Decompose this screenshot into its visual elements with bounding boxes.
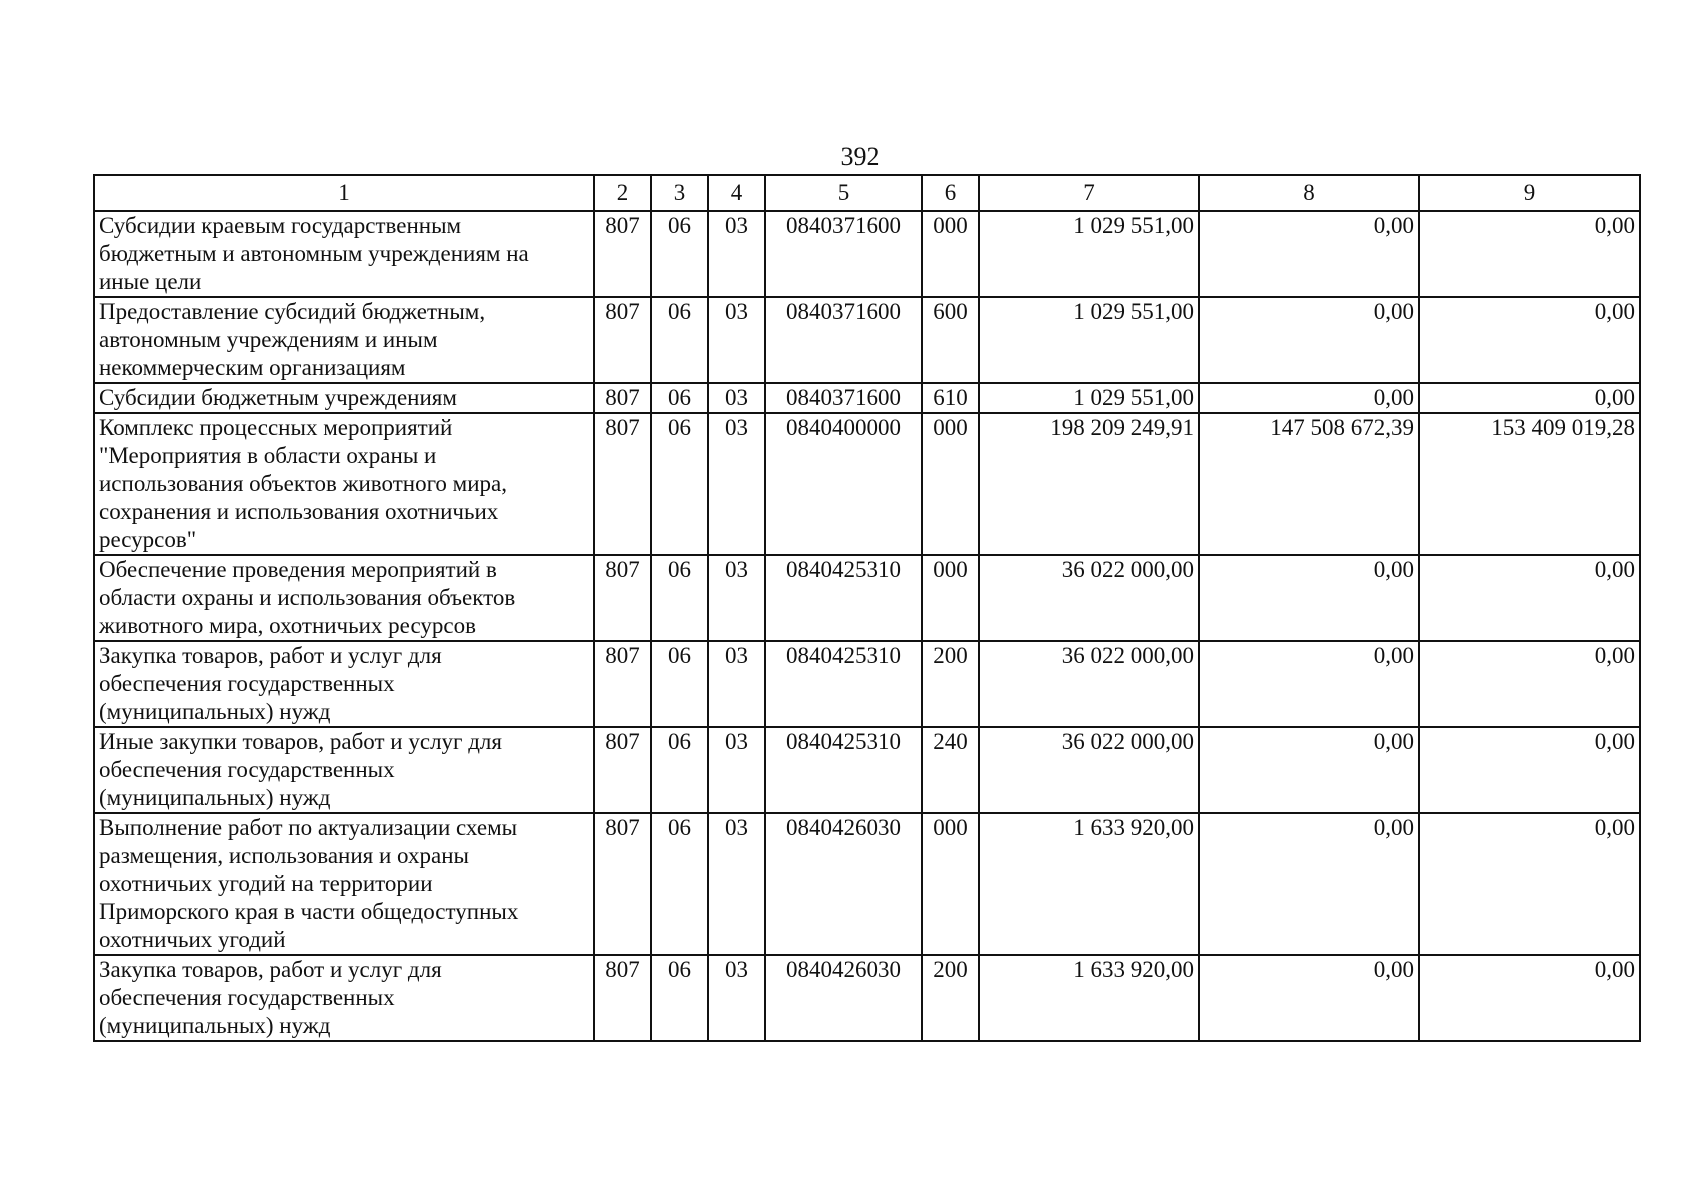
header-cell: 5	[765, 175, 922, 211]
code-cell-c4: 03	[708, 555, 765, 641]
code-cell-c3: 06	[651, 555, 708, 641]
table-row	[94, 383, 1640, 413]
row-name-line: Субсидии бюджетным учреждениям	[99, 385, 457, 410]
amount-cell-c7: 36 022 000,00	[979, 555, 1199, 641]
code-cell-c3: 06	[651, 297, 708, 383]
row-name-line: Закупка товаров, работ и услуг для	[99, 957, 442, 982]
code-cell-c2: 807	[594, 813, 651, 955]
amount-cell-c8: 0,00	[1199, 641, 1419, 727]
row-name-line: размещения, использования и охраны	[99, 843, 469, 868]
row-name-line: Предоставление субсидий бюджетным,	[99, 299, 486, 324]
code-cell-c6: 000	[922, 813, 979, 955]
header-cell: 1	[94, 175, 594, 211]
row-name-line: Закупка товаров, работ и услуг для	[99, 643, 442, 668]
code-cell-c5: 0840425310	[765, 727, 922, 813]
code-cell-c3: 06	[651, 813, 708, 955]
code-cell-c5: 0840426030	[765, 813, 922, 955]
amount-cell-c9: 153 409 019,28	[1419, 413, 1640, 555]
amount-cell-c8: 0,00	[1199, 555, 1419, 641]
amount-cell-c7: 36 022 000,00	[979, 727, 1199, 813]
row-name-line: Комплекс процессных мероприятий	[99, 415, 453, 440]
row-name-cell	[94, 727, 594, 813]
header-row	[94, 175, 1640, 211]
header-cell: 8	[1199, 175, 1419, 211]
amount-cell-c8: 0,00	[1199, 297, 1419, 383]
row-name-line: обеспечения государственных	[99, 985, 395, 1010]
code-cell-c6: 600	[922, 297, 979, 383]
code-cell-c2: 807	[594, 727, 651, 813]
table-row	[94, 955, 1640, 1041]
row-name-cell	[94, 555, 594, 641]
code-cell-c2: 807	[594, 413, 651, 555]
amount-cell-c9: 0,00	[1419, 211, 1640, 297]
row-name-line: (муниципальных) нужд	[99, 1013, 331, 1038]
code-cell-c4: 03	[708, 297, 765, 383]
row-name-line: бюджетным и автономным учреждениям на	[99, 241, 529, 266]
table-row	[94, 413, 1640, 555]
amount-cell-c7: 1 029 551,00	[979, 297, 1199, 383]
code-cell-c5: 0840400000	[765, 413, 922, 555]
row-name-line: некоммерческим организациям	[99, 355, 406, 380]
amount-cell-c7: 1 029 551,00	[979, 211, 1199, 297]
table-body	[94, 211, 1640, 1041]
code-cell-c2: 807	[594, 297, 651, 383]
row-name-line: сохранения и использования охотничьих	[99, 499, 499, 524]
row-name-line: использования объектов животного мира,	[99, 471, 508, 496]
amount-cell-c7: 36 022 000,00	[979, 641, 1199, 727]
code-cell-c6: 240	[922, 727, 979, 813]
code-cell-c6: 000	[922, 413, 979, 555]
amount-cell-c9: 0,00	[1419, 727, 1640, 813]
amount-cell-c8: 0,00	[1199, 727, 1419, 813]
code-cell-c5: 0840371600	[765, 297, 922, 383]
row-name-line: автономным учреждениям и иным	[99, 327, 438, 352]
code-cell-c3: 06	[651, 955, 708, 1041]
table-row	[94, 727, 1640, 813]
amount-cell-c7: 1 633 920,00	[979, 813, 1199, 955]
amount-cell-c9: 0,00	[1419, 297, 1640, 383]
row-name-line: охотничьих угодий	[99, 927, 286, 952]
row-name-line: животного мира, охотничьих ресурсов	[99, 613, 476, 638]
code-cell-c3: 06	[651, 413, 708, 555]
row-name-cell	[94, 641, 594, 727]
code-cell-c5: 0840425310	[765, 641, 922, 727]
amount-cell-c9: 0,00	[1419, 813, 1640, 955]
code-cell-c3: 06	[651, 211, 708, 297]
row-name-line: обеспечения государственных	[99, 757, 395, 782]
code-cell-c6: 200	[922, 641, 979, 727]
row-name-line: охотничьих угодий на территории	[99, 871, 433, 896]
row-name-cell	[94, 955, 594, 1041]
table-row	[94, 813, 1640, 955]
code-cell-c4: 03	[708, 641, 765, 727]
row-name-cell	[94, 413, 594, 555]
header-cell: 7	[979, 175, 1199, 211]
row-name-line: иные цели	[99, 269, 202, 294]
header-cell: 2	[594, 175, 651, 211]
amount-cell-c8: 0,00	[1199, 383, 1419, 413]
row-name-line: (муниципальных) нужд	[99, 785, 331, 810]
header-cell: 9	[1419, 175, 1640, 211]
row-name-cell	[94, 211, 594, 297]
amount-cell-c8: 0,00	[1199, 211, 1419, 297]
code-cell-c4: 03	[708, 383, 765, 413]
table-row	[94, 297, 1640, 383]
row-name-line: Субсидии краевым государственным	[99, 213, 462, 238]
amount-cell-c8: 0,00	[1199, 813, 1419, 955]
code-cell-c2: 807	[594, 211, 651, 297]
code-cell-c4: 03	[708, 413, 765, 555]
table-row	[94, 211, 1640, 297]
page-number: 392	[840, 142, 880, 171]
row-name-line: "Мероприятия в области охраны и	[99, 443, 437, 468]
code-cell-c6: 200	[922, 955, 979, 1041]
code-cell-c4: 03	[708, 211, 765, 297]
code-cell-c5: 0840371600	[765, 383, 922, 413]
amount-cell-c9: 0,00	[1419, 383, 1640, 413]
code-cell-c3: 06	[651, 383, 708, 413]
header-cell: 6	[922, 175, 979, 211]
amount-cell-c8: 0,00	[1199, 955, 1419, 1041]
table-row	[94, 641, 1640, 727]
row-name-line: обеспечения государственных	[99, 671, 395, 696]
budget-table	[93, 174, 1641, 1042]
row-name-line: (муниципальных) нужд	[99, 699, 331, 724]
row-name-line: области охраны и использования объектов	[99, 585, 516, 610]
amount-cell-c7: 1 633 920,00	[979, 955, 1199, 1041]
code-cell-c2: 807	[594, 555, 651, 641]
row-name-line: Приморского края в части общедоступных	[99, 899, 519, 924]
code-cell-c2: 807	[594, 641, 651, 727]
code-cell-c6: 000	[922, 211, 979, 297]
table-row	[94, 555, 1640, 641]
amount-cell-c8: 147 508 672,39	[1199, 413, 1419, 555]
row-name-line: Иные закупки товаров, работ и услуг для	[99, 729, 502, 754]
amount-cell-c7: 1 029 551,00	[979, 383, 1199, 413]
row-name-cell	[94, 383, 594, 413]
header-cell: 3	[651, 175, 708, 211]
code-cell-c5: 0840426030	[765, 955, 922, 1041]
code-cell-c2: 807	[594, 955, 651, 1041]
code-cell-c6: 000	[922, 555, 979, 641]
amount-cell-c9: 0,00	[1419, 641, 1640, 727]
row-name-line: Выполнение работ по актуализации схемы	[99, 815, 518, 840]
row-name-line: Обеспечение проведения мероприятий в	[99, 557, 497, 582]
amount-cell-c9: 0,00	[1419, 555, 1640, 641]
code-cell-c4: 03	[708, 813, 765, 955]
amount-cell-c9: 0,00	[1419, 955, 1640, 1041]
row-name-line: ресурсов"	[99, 527, 197, 552]
row-name-cell	[94, 297, 594, 383]
code-cell-c4: 03	[708, 955, 765, 1041]
code-cell-c3: 06	[651, 727, 708, 813]
code-cell-c2: 807	[594, 383, 651, 413]
header-cell: 4	[708, 175, 765, 211]
code-cell-c6: 610	[922, 383, 979, 413]
code-cell-c5: 0840371600	[765, 211, 922, 297]
amount-cell-c7: 198 209 249,91	[979, 413, 1199, 555]
code-cell-c3: 06	[651, 641, 708, 727]
row-name-cell	[94, 813, 594, 955]
code-cell-c4: 03	[708, 727, 765, 813]
code-cell-c5: 0840425310	[765, 555, 922, 641]
